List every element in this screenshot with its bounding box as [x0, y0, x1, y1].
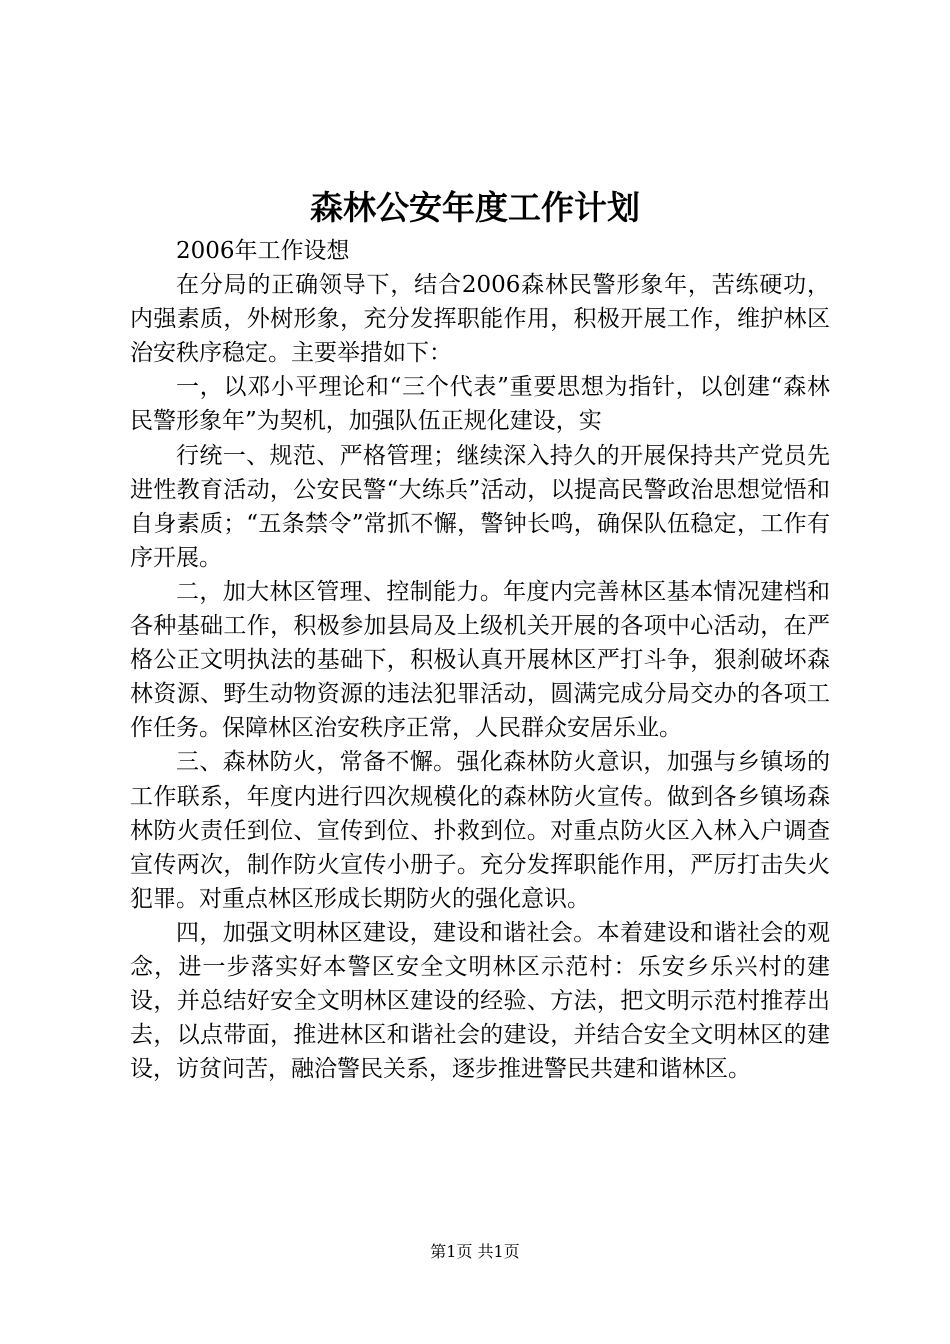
item-one-continued-paragraph: 行统一、规范、严格管理；继续深入持久的开展保持共产党员先进性教育活动，公安民警“大练兵”活动，以提高民警政治思想觉悟和自身素质；“五条禁令”常抓不懈，警钟长鸣，确保队伍稳定，工作有序开展。 — [130, 442, 830, 571]
item-one-paragraph: 一，以邓小平理论和“三个代表”重要思想为指针，以创建“森林民警形象年”为契机，加强队伍正规化建设，实 — [130, 374, 830, 435]
item-four-paragraph: 四，加强文明林区建设，建设和谐社会。本着建设和谐社会的观念，进一步落实好本警区安全文明林区示范村：乐安乡乐兴村的建设，并总结好安全文明林区建设的经验、方法，把文明示范村推荐出去，以点带面，推进林区和谐社会的建设，并结合安全文明林区的建设，访贫问苦，融洽警民关系，逐步推进警民共建和谐林区。 — [130, 919, 830, 1083]
document-title: 森林公安年度工作计划 — [310, 188, 640, 227]
section-heading: 2006年工作设想 — [176, 238, 350, 264]
item-three-paragraph: 三、森林防火，常备不懈。强化森林防火意识，加强与乡镇场的工作联系，年度内进行四次规模化的森林防火宣传。做到各乡镇场森林防火责任到位、宣传到位、扑救到位。对重点防火区入林入户调查宣传两次，制作防火宣传小册子。充分发挥职能作用，严厉打击失火犯罪。对重点林区形成长期防火的强化意识。 — [130, 749, 830, 912]
intro-paragraph: 在分局的正确领导下，结合2006森林民警形象年，苦练硬功，内强素质，外树形象，充分发挥职能作用，积极开展工作，维护林区治安秩序稳定。主要举措如下： — [130, 272, 830, 367]
item-two-paragraph: 二，加大林区管理、控制能力。年度内完善林区基本情况建档和各种基础工作，积极参加县局及上级机关开展的各项中心活动，在严格公正文明执法的基础下，积极认真开展林区严打斗争，狠刹破坏森林资源、野生动物资源的违法犯罪活动，圆满完成分局交办的各项工作任务。保障林区治安秩序正常，人民群众安居乐业。 — [130, 578, 830, 742]
page-footer: 第1页 共1页 — [430, 1242, 520, 1261]
document-body — [130, 234, 830, 1086]
